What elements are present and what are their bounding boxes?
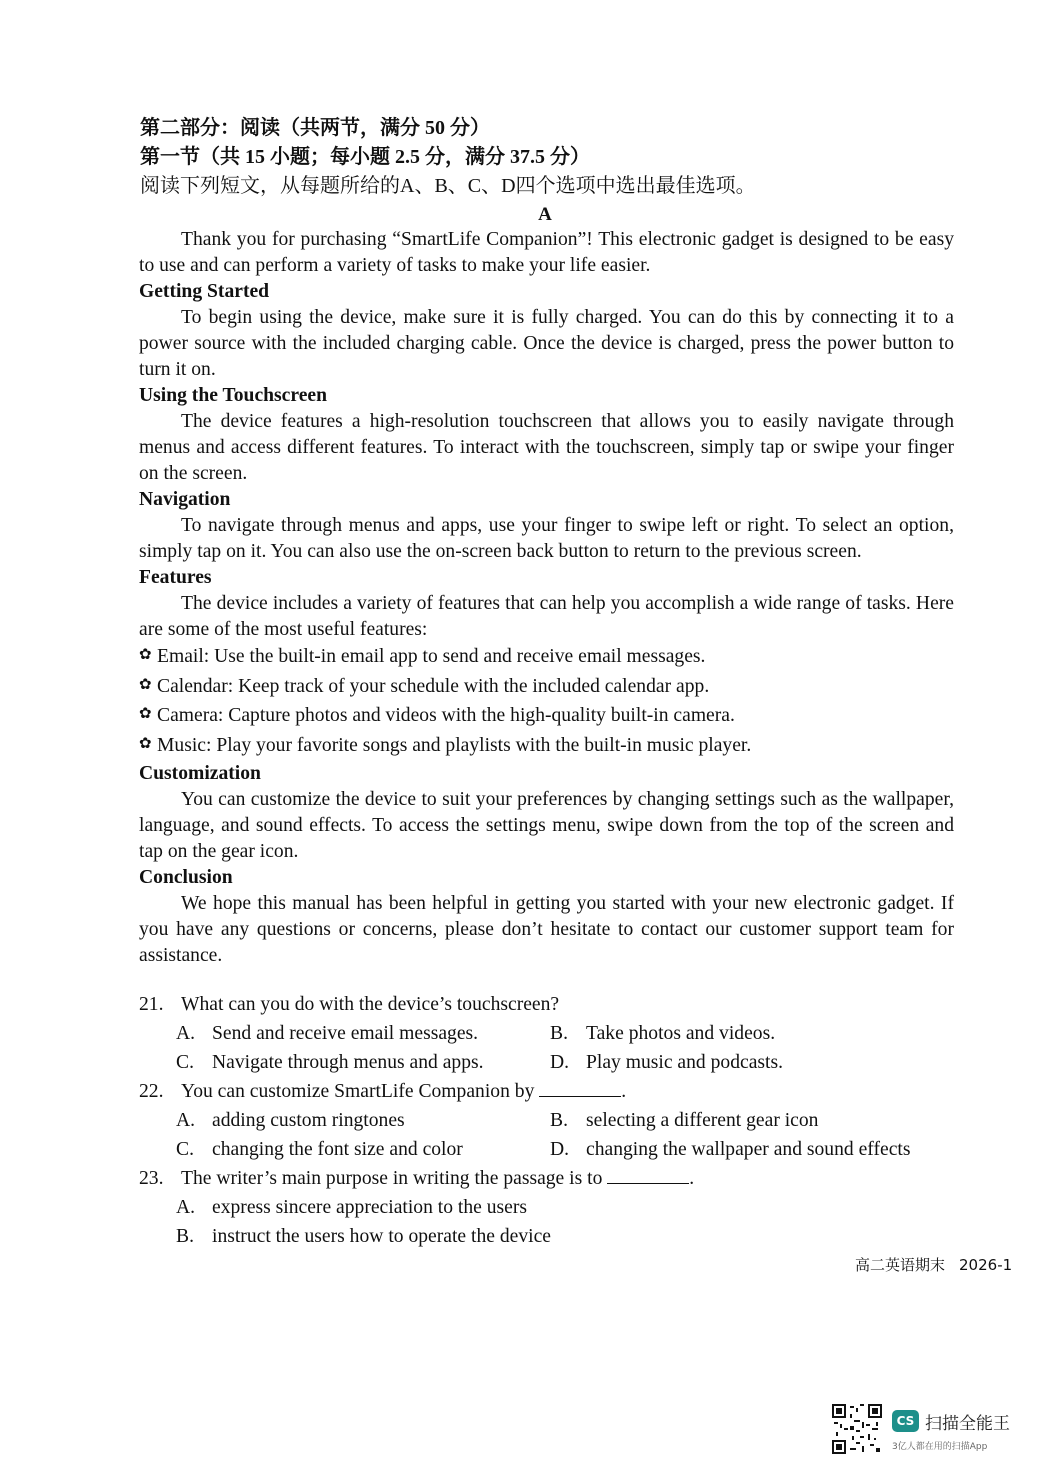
gear-icon: ✿ — [139, 735, 152, 752]
option-b[interactable]: B. instruct the users how to operate the device — [176, 1226, 551, 1247]
question-23: 23. The writer’s main purpose in writing the passage is to . A. express sincere appreciation to the users B. instruct the users how to operate the device — [139, 1164, 999, 1251]
option-a[interactable]: A. Send and receive email messages. — [176, 1023, 479, 1044]
page-footer — [855, 1254, 1012, 1275]
option-list — [139, 1193, 999, 1251]
scanner-logo-icon: CS — [892, 1410, 919, 1432]
instructions: 阅读下列短文，从每题所给的A、B、C、D四个选项中选出最佳选项。 — [140, 175, 756, 197]
section-text-getting-started: To begin using the device, make sure it is fully charged. You can do this by connecting it to a power source with the included charging cable. Once the device is charged, press the power button to turn it on. — [139, 307, 954, 380]
feature-text: Music: Play your favorite songs and playlists with the built-in music player. — [157, 734, 752, 756]
question-stem: What can you do with the device’s touchscreen? — [181, 994, 560, 1015]
question-number: 21. — [139, 994, 164, 1015]
scanner-watermark — [832, 1402, 1022, 1454]
option-a[interactable]: A. adding custom ringtones — [176, 1110, 405, 1131]
option-b[interactable]: B. Take photos and videos. — [550, 1023, 776, 1044]
feature-list — [139, 643, 954, 761]
section-heading-features: Features — [139, 567, 212, 588]
section-text-features: The device includes a variety of features that can help you accomplish a wide range of tasks. Here are some of the most useful features: — [139, 593, 954, 640]
answer-blank[interactable] — [539, 1078, 621, 1097]
feature-item-camera — [139, 702, 954, 732]
feature-text: Email: Use the built-in email app to send and receive email messages. — [157, 646, 706, 667]
qr-code-icon — [832, 1404, 882, 1454]
question-22: 22. You can customize SmartLife Companion by . A. adding custom ringtones B. selecting a different gear icon C. changing the font size and color D. changing the wallpaper and sound effects — [139, 1077, 999, 1164]
gear-icon: ✿ — [139, 706, 152, 723]
section-text-conclusion: We hope this manual has been helpful in getting you started with your new electronic gadget. If you have any questions or concerns, please don’t hesitate to contact our customer support team for assistance. — [139, 893, 954, 967]
scanner-app-name: 扫描全能王 — [925, 1414, 1010, 1434]
option-d[interactable]: D. changing the wallpaper and sound effects — [550, 1139, 911, 1160]
option-list — [139, 1019, 999, 1077]
passage-intro: Thank you for purchasing “SmartLife Companion”! This electronic gadget is designed to be easy to use and can perform a variety of tasks to make your life easier. — [139, 229, 954, 276]
question-number: 22. — [139, 1081, 164, 1102]
section-heading: 第一节（共 15 小题；每小题 2.5 分，满分 37.5 分） — [140, 146, 590, 168]
option-d[interactable]: D. Play music and podcasts. — [550, 1052, 783, 1073]
exam-label: 高二英语期末 — [855, 1256, 946, 1274]
passage-letter: A — [538, 204, 552, 225]
scanner-tagline: 3亿人都在用的扫描App — [892, 1442, 988, 1452]
section-text-navigation: To navigate through menus and apps, use your finger to swipe left or right. To select an option, simply tap on it. You can also use the on-screen back button to return to the previous screen. — [139, 515, 954, 562]
feature-text: Calendar: Keep track of your schedule with the included calendar app. — [157, 675, 710, 697]
page-code: 2026-1 — [959, 1256, 1013, 1274]
feature-item-music — [139, 732, 954, 762]
passage-body — [139, 227, 954, 969]
option-c[interactable]: C. Navigate through menus and apps. — [176, 1052, 484, 1073]
answer-blank[interactable] — [607, 1165, 689, 1184]
section-text-touchscreen: The device features a high-resolution touchscreen that allows you to easily navigate through menus and access different features. To interact with the touchscreen, simply tap or swipe your finger on the screen. — [139, 411, 954, 484]
part-heading: 第二部分：阅读（共两节，满分 50 分） — [140, 117, 490, 139]
question-stem: The writer’s main purpose in writing the passage is to — [181, 1168, 603, 1189]
section-heading-getting-started: Getting Started — [139, 281, 270, 302]
section-heading-navigation: Navigation — [139, 489, 231, 510]
option-list — [139, 1106, 999, 1164]
gear-icon: ✿ — [139, 647, 152, 663]
section-text-customization: You can customize the device to suit your preferences by changing settings such as the wallpaper, language, and sound effects. To access the settings menu, swipe down from the top of the screen and tap on the gear icon. — [139, 789, 954, 863]
section-heading-touchscreen: Using the Touchscreen — [139, 385, 327, 406]
option-b[interactable]: B. selecting a different gear icon — [550, 1110, 819, 1131]
option-a[interactable]: A. express sincere appreciation to the users — [176, 1197, 528, 1218]
feature-item-calendar — [139, 673, 954, 703]
feature-text: Camera: Capture photos and videos with the high-quality built-in camera. — [157, 705, 735, 727]
feature-item-email — [139, 643, 954, 673]
question-number: 23. — [139, 1168, 164, 1189]
question-21 — [139, 990, 999, 1077]
option-c[interactable]: C. changing the font size and color — [176, 1139, 463, 1160]
section-heading-customization: Customization — [139, 763, 261, 785]
question-list — [139, 990, 999, 1251]
question-stem: You can customize SmartLife Companion by — [181, 1081, 535, 1102]
gear-icon: ✿ — [139, 676, 152, 693]
section-heading-conclusion: Conclusion — [139, 867, 233, 889]
